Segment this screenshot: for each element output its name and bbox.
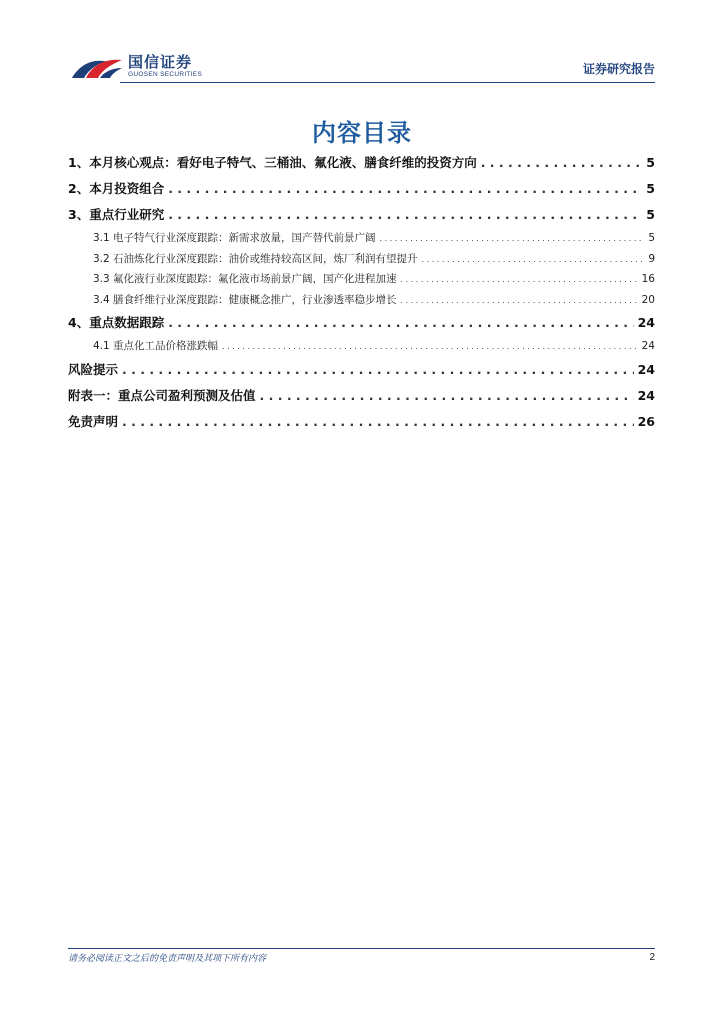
- toc-entry[interactable]: [68, 357, 655, 383]
- toc-entry-text: 3.3 氟化液行业深度跟踪：氟化液市场前景广阔，国产化进程加速: [93, 273, 397, 285]
- page-header: [70, 50, 655, 84]
- toc-leader-dots: [260, 383, 634, 409]
- toc-entry-page: 24: [641, 340, 655, 352]
- toc-entry-text: 3.4 膳食纤维行业深度跟踪：健康概念推广，行业渗透率稳步增长: [93, 293, 397, 306]
- toc-leader-dots: [401, 290, 638, 311]
- toc-entry-page: 24: [637, 315, 655, 330]
- toc-leader-dots: [222, 336, 638, 357]
- table-of-contents: [68, 150, 655, 435]
- toc-leader-dots: [122, 409, 634, 435]
- logo-english-name: GUOSEN SECURITIES: [128, 71, 203, 78]
- document-type-label: 证券研究报告: [582, 62, 655, 76]
- toc-subentry[interactable]: [68, 269, 655, 290]
- toc-leader-dots: [122, 357, 634, 383]
- toc-entry-text: 3、重点行业研究: [68, 207, 165, 222]
- toc-leader-dots: [168, 176, 642, 202]
- guosen-logo: [70, 50, 230, 84]
- toc-entry-text: 3.2 石油炼化行业深度跟踪：油价或维持较高区间，炼厂利润有望提升: [93, 252, 418, 265]
- toc-entry-page: 24: [637, 361, 655, 377]
- toc-entry-page: 26: [637, 413, 655, 429]
- toc-entry-page: 5: [646, 181, 655, 196]
- toc-entry-page: 5: [646, 155, 655, 170]
- toc-entry-page: 16: [641, 273, 655, 285]
- toc-entry[interactable]: [68, 202, 655, 228]
- toc-leader-dots: [401, 269, 638, 290]
- toc-subentry[interactable]: [68, 228, 655, 249]
- toc-entry-text: 免责声明: [68, 413, 119, 429]
- toc-entry[interactable]: [68, 409, 655, 435]
- header-divider: [120, 82, 655, 83]
- toc-leader-dots: [481, 150, 643, 176]
- toc-entry-text: 4.1 重点化工品价格涨跌幅: [93, 340, 219, 352]
- toc-leader-dots: [380, 228, 645, 249]
- toc-leader-dots: [422, 249, 645, 270]
- toc-entry-page: 5: [648, 232, 655, 244]
- disclaimer-note: 请务必阅读正文之后的免责声明及其项下所有内容: [68, 954, 267, 964]
- toc-entry[interactable]: [68, 176, 655, 202]
- page-number: 2: [649, 952, 655, 963]
- footer-divider: [68, 948, 655, 949]
- toc-entry[interactable]: [68, 310, 655, 336]
- toc-leader-dots: [168, 310, 633, 336]
- toc-entry-text: 4、重点数据跟踪: [68, 315, 165, 330]
- logo-chinese-name: 国信证券: [128, 53, 193, 71]
- toc-entry[interactable]: [68, 150, 655, 176]
- toc-entry-text: 1、本月核心观点：看好电子特气、三桶油、氟化液、膳食纤维的投资方向: [68, 155, 477, 170]
- toc-entry-text: 3.1 电子特气行业深度跟踪：新需求放量，国产替代前景广阔: [93, 232, 376, 244]
- toc-subentry[interactable]: [68, 290, 655, 311]
- toc-title: 内容目录: [312, 119, 412, 147]
- guosen-logo-mark-icon: [70, 52, 124, 82]
- toc-entry-page: 20: [641, 293, 655, 306]
- toc-entry-text: 风险提示: [68, 361, 119, 377]
- toc-entry-text: 2、本月投资组合: [68, 181, 165, 196]
- toc-entry-page: 24: [637, 387, 655, 403]
- toc-entry[interactable]: [68, 383, 655, 409]
- toc-entry-text: 附表一：重点公司盈利预测及估值: [68, 387, 256, 403]
- toc-leader-dots: [168, 202, 642, 228]
- toc-subentry[interactable]: [68, 249, 655, 270]
- toc-entry-page: 5: [646, 207, 655, 222]
- toc-subentry[interactable]: [68, 336, 655, 357]
- toc-entry-page: 9: [648, 252, 655, 265]
